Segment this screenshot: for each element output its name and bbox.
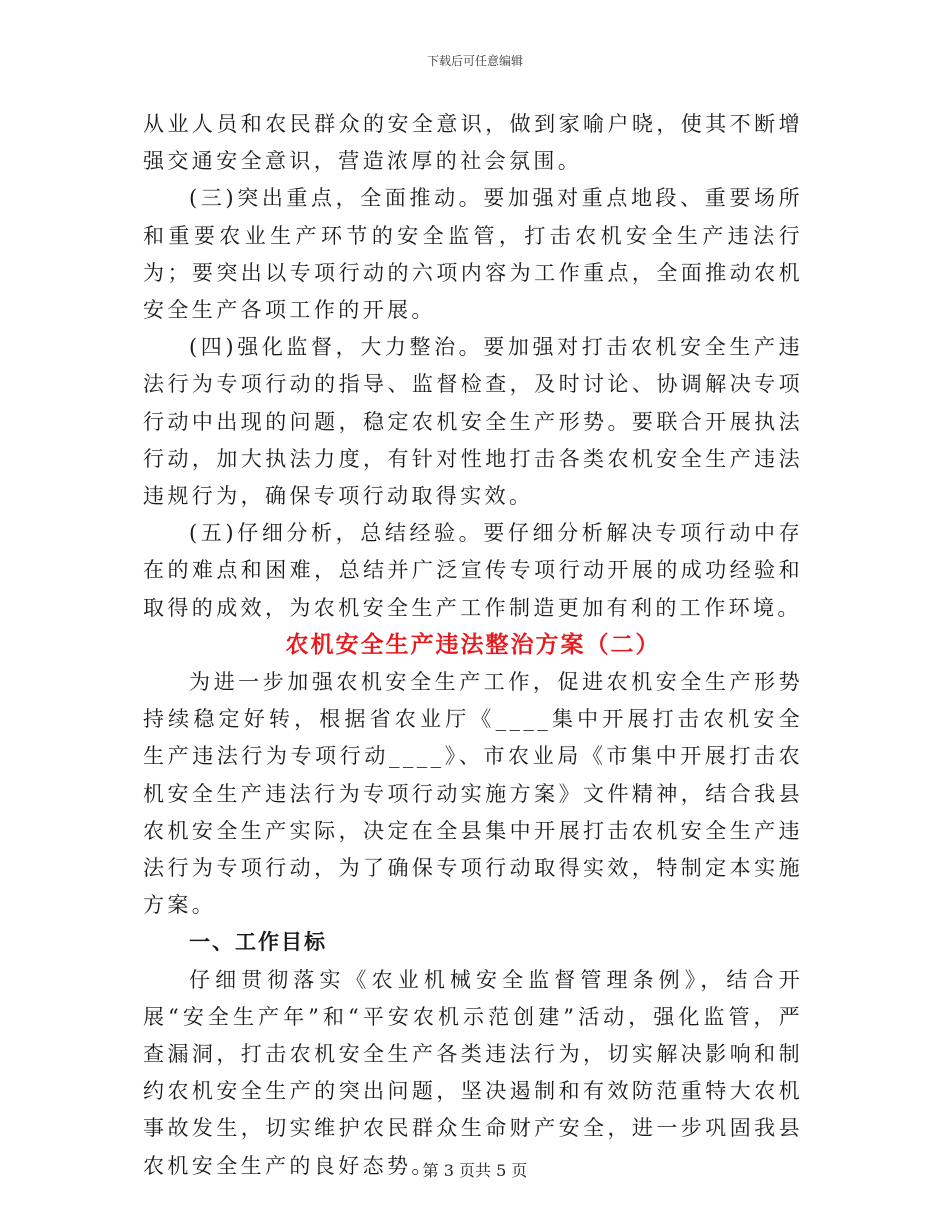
goal-paragraph: 仔细贯彻落实《农业机械安全监督管理条例》，结合开展“安全生产年”和“平安农机示范创建”活动，强化监管，严查漏洞，打击农机安全生产各类违法行为，切实解决影响和制约农机安全生产的突出问题，坚决遏制和有效防范重特大农机事故发生，切实维护农民群众生命财产安全，进一步巩固我县农机安全生产的良好态势。 [143, 967, 803, 1178]
document-body [143, 106, 803, 1185]
section-title: 农机安全生产违法整治方案（二） [285, 631, 661, 658]
subheading-work-goal: 一、工作目标 [189, 930, 327, 955]
paragraph-item-five: (五)仔细分析，总结经验。要仔细分析解决专项行动中存在的难点和困难，总结并广泛宣传专项行动开展的成功经验和取得的成效，为农机安全生产工作制造更加有利的工作环境。 [143, 521, 803, 620]
page-header: 下载后可任意编辑 [426, 54, 523, 68]
paragraph-item-three: (三)突出重点，全面推动。要加强对重点地段、重要场所和重要农业生产环节的安全监管，打击农机安全生产违法行为；要突出以专项行动的六项内容为工作重点，全面推动农机安全生产各项工作的开展。 [143, 186, 803, 323]
page-footer: 第 3 页共 5 页 [422, 1161, 528, 1180]
paragraph-continuation: 从业人员和农民群众的安全意识，做到家喻户晓，使其不断增强交通安全意识，营造浓厚的社会氛围。 [143, 112, 803, 174]
paragraph-item-four: (四)强化监督，大力整治。要加强对打击农机安全生产违法行为专项行动的指导、监督检查，及时讨论、协调解决专项行动中出现的问题，稳定农机安全生产形势。要联合开展执法行动，加大执法力度，有针对性地打击各类农机安全生产违法违规行为，确保专项行动取得实效。 [143, 335, 803, 509]
intro-paragraph: 为进一步加强农机安全生产工作，促进农机安全生产形势持续稳定好转，根据省农业厅《____集中开展打击农机安全生产违法行为专项行动____》、市农业局《市集中开展打击农机安全生产违法行为专项行动实施方案》文件精神，结合我县农机安全生产实际，决定在全县集中开展打击农机安全生产违法行为专项行动，为了确保专项行动取得实效，特制定本实施方案。 [143, 670, 803, 918]
